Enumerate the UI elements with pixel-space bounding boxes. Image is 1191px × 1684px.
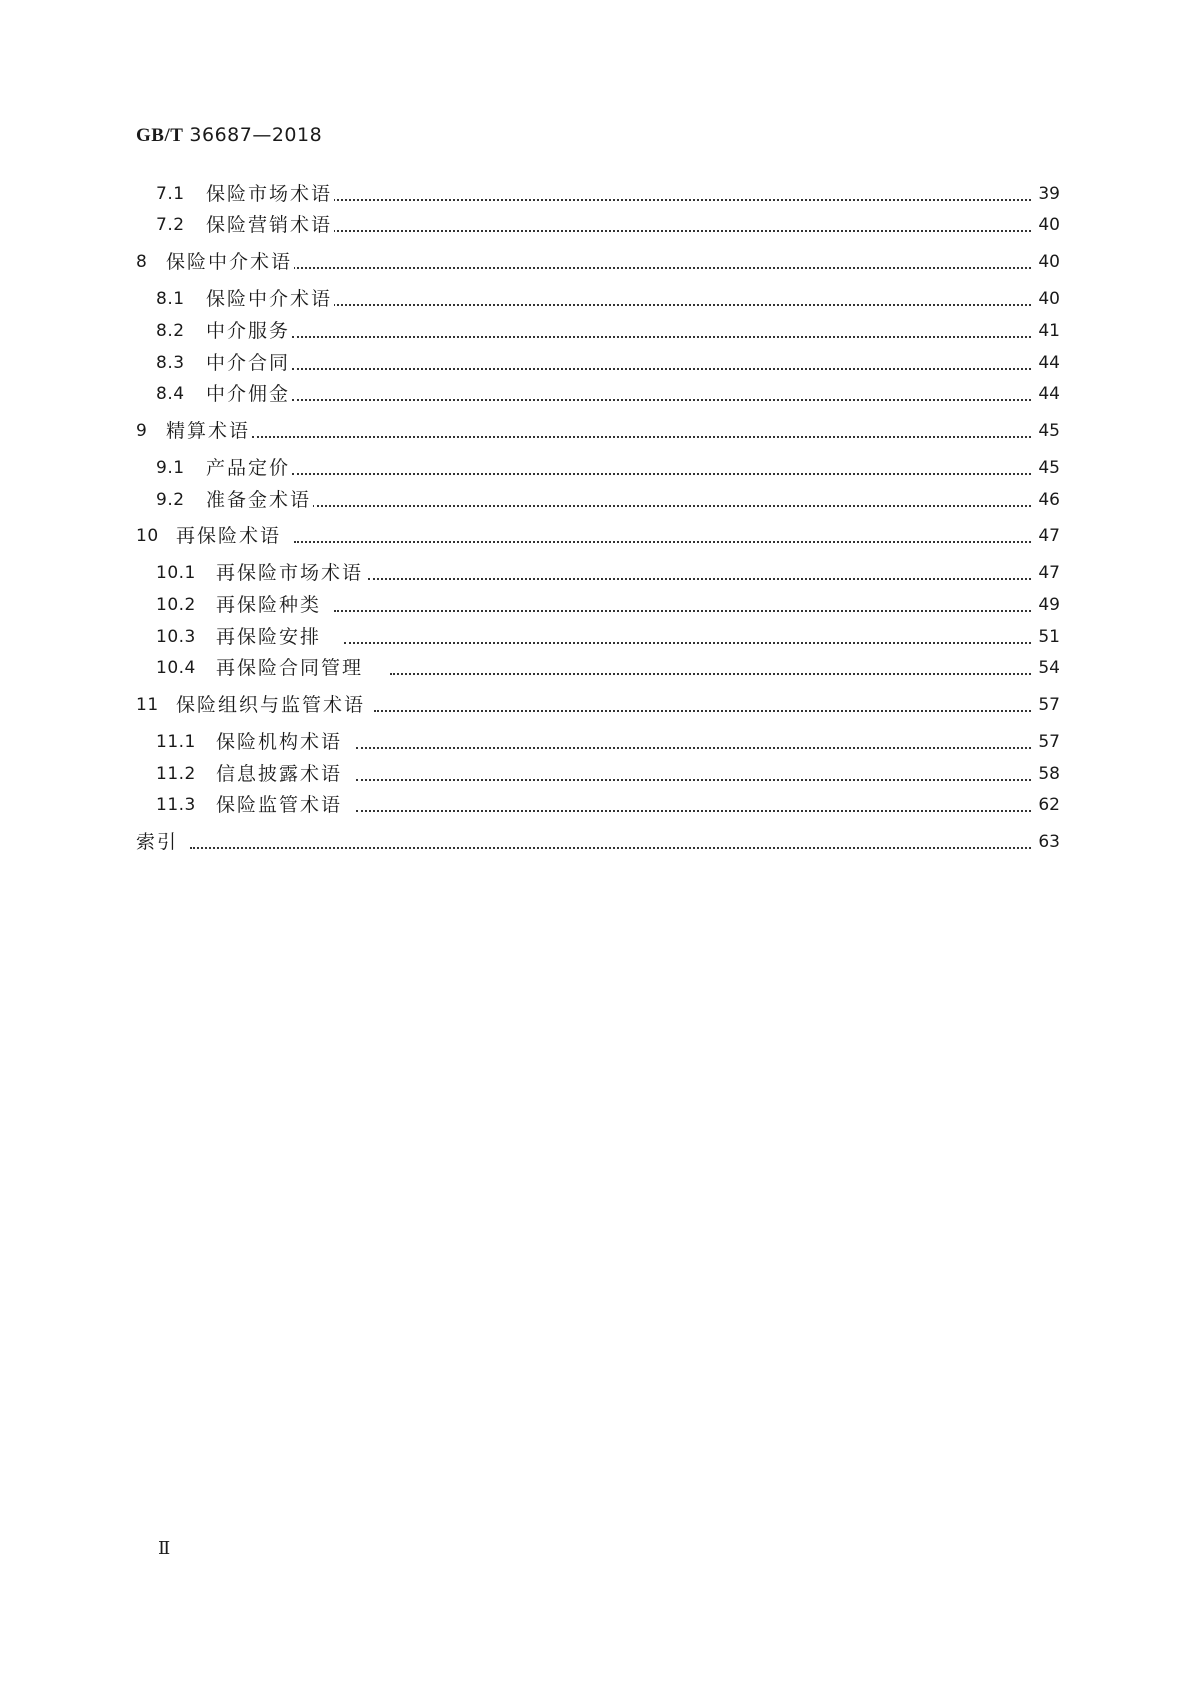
toc-entry-title: 保险中介术语 xyxy=(166,251,293,273)
toc-entry-number: 10.2 xyxy=(156,595,196,615)
toc-entry-title: 保险机构术语 xyxy=(216,731,343,753)
toc-entry-title: 再保险合同管理 xyxy=(216,657,364,679)
toc-leader-dots xyxy=(330,304,1031,306)
toc-entry-title: 再保险术语 xyxy=(176,525,282,547)
toc-entry-page: 45 xyxy=(1038,458,1060,478)
toc-entry-title: 保险市场术语 xyxy=(206,183,333,205)
toc-entry[interactable] xyxy=(0,655,1191,681)
toc-entry[interactable] xyxy=(0,792,1191,818)
toc-entry-title: 再保险种类 xyxy=(216,594,322,616)
toc-entry-page: 57 xyxy=(1038,732,1060,752)
toc-leader-dots xyxy=(190,847,1031,849)
toc-entry-number: 10.4 xyxy=(156,658,196,678)
toc-entry-page: 54 xyxy=(1038,658,1060,678)
toc-entry-number: 8 xyxy=(136,252,148,272)
toc-entry-page: 47 xyxy=(1038,526,1060,546)
toc-entry-number: 10.1 xyxy=(156,563,196,583)
toc-leader-dots xyxy=(312,505,1031,507)
toc-entry[interactable] xyxy=(0,381,1191,407)
toc-entry-title: 保险监管术语 xyxy=(216,794,343,816)
toc-leader-dots xyxy=(374,710,1031,712)
toc-entry-page: 51 xyxy=(1038,627,1060,647)
toc-entry[interactable] xyxy=(0,761,1191,787)
toc-entry-number: 11.3 xyxy=(156,795,196,815)
toc-entry-number: 11.2 xyxy=(156,764,196,784)
toc-entry-number: 11 xyxy=(136,695,159,715)
toc-entry-title: 产品定价 xyxy=(206,457,291,479)
toc-entry-title: 准备金术语 xyxy=(206,489,312,511)
toc-entry-number: 7.2 xyxy=(156,215,185,235)
toc-entry[interactable] xyxy=(0,455,1191,481)
toc-entry-title: 保险营销术语 xyxy=(206,214,333,236)
toc-leader-dots xyxy=(330,199,1031,201)
toc-leader-dots xyxy=(356,810,1031,812)
toc-entry[interactable] xyxy=(0,350,1191,376)
toc-entry[interactable] xyxy=(0,692,1191,718)
toc-entry-page: 47 xyxy=(1038,563,1060,583)
toc-entry[interactable] xyxy=(0,181,1191,207)
toc-entry-page: 62 xyxy=(1038,795,1060,815)
toc-entry-number: 9.2 xyxy=(156,490,185,510)
toc-entry-title: 中介服务 xyxy=(206,320,291,342)
toc-leader-dots xyxy=(344,642,1031,644)
toc-entry-title: 保险组织与监管术语 xyxy=(176,694,366,716)
toc-entry[interactable] xyxy=(0,487,1191,513)
toc-leader-dots xyxy=(292,399,1031,401)
page-number: Ⅱ xyxy=(158,1538,171,1559)
toc-entry-page: 49 xyxy=(1038,595,1060,615)
toc-entry-title: 再保险安排 xyxy=(216,626,322,648)
toc-entry-page: 57 xyxy=(1038,695,1060,715)
toc-entry-page: 39 xyxy=(1038,184,1060,204)
toc-leader-dots xyxy=(292,336,1031,338)
toc-entry-number: 10.3 xyxy=(156,627,196,647)
toc-entry-page: 40 xyxy=(1038,252,1060,272)
toc-entry-number: 8.4 xyxy=(156,384,185,404)
toc-entry[interactable] xyxy=(0,592,1191,618)
toc-entry-number: 8.2 xyxy=(156,321,185,341)
standard-prefix: GB/T xyxy=(136,125,184,146)
toc-entry-title: 索引 xyxy=(136,831,179,853)
toc-entry[interactable] xyxy=(0,624,1191,650)
toc-leader-dots xyxy=(292,368,1031,370)
toc-leader-dots xyxy=(292,473,1031,475)
toc-entry-page: 46 xyxy=(1038,490,1060,510)
toc-entry-page: 45 xyxy=(1038,421,1060,441)
toc-entry-page: 40 xyxy=(1038,215,1060,235)
toc-leader-dots xyxy=(330,230,1031,232)
toc-entry-page: 44 xyxy=(1038,384,1060,404)
toc-entry-title: 保险中介术语 xyxy=(206,288,333,310)
toc-leader-dots xyxy=(290,267,1031,269)
toc-entry-number: 8.1 xyxy=(156,289,185,309)
toc-entry[interactable] xyxy=(0,286,1191,312)
toc-entry-page: 40 xyxy=(1038,289,1060,309)
toc-entry[interactable] xyxy=(0,829,1191,855)
toc-entry-number: 9 xyxy=(136,421,148,441)
toc-entry-title: 精算术语 xyxy=(166,420,251,442)
toc-entry[interactable] xyxy=(0,249,1191,275)
toc-entry[interactable] xyxy=(0,729,1191,755)
toc-entry-number: 10 xyxy=(136,526,159,546)
toc-leader-dots xyxy=(334,610,1031,612)
toc-entry-title: 中介合同 xyxy=(206,352,291,374)
toc-entry-title: 再保险市场术语 xyxy=(216,562,364,584)
toc-leader-dots xyxy=(368,578,1031,580)
toc-leader-dots xyxy=(390,673,1031,675)
toc-entry[interactable] xyxy=(0,318,1191,344)
toc-entry-number: 7.1 xyxy=(156,184,185,204)
toc-entry[interactable] xyxy=(0,523,1191,549)
toc-entry-number: 9.1 xyxy=(156,458,185,478)
standard-number: 36687—2018 xyxy=(189,124,323,146)
toc-entry-page: 41 xyxy=(1038,321,1060,341)
toc-entry[interactable] xyxy=(0,560,1191,586)
toc-leader-dots xyxy=(356,779,1031,781)
toc-leader-dots xyxy=(294,541,1031,543)
toc-entry-title: 中介佣金 xyxy=(206,383,291,405)
toc-entry-title: 信息披露术语 xyxy=(216,763,343,785)
toc-entry-number: 8.3 xyxy=(156,353,185,373)
toc-leader-dots xyxy=(356,747,1031,749)
toc-entry-page: 63 xyxy=(1038,832,1060,852)
toc-entry-page: 44 xyxy=(1038,353,1060,373)
toc-entry-number: 11.1 xyxy=(156,732,196,752)
toc-entry-page: 58 xyxy=(1038,764,1060,784)
toc-leader-dots xyxy=(252,436,1031,438)
toc-entry[interactable] xyxy=(0,418,1191,444)
toc-entry[interactable] xyxy=(0,212,1191,238)
